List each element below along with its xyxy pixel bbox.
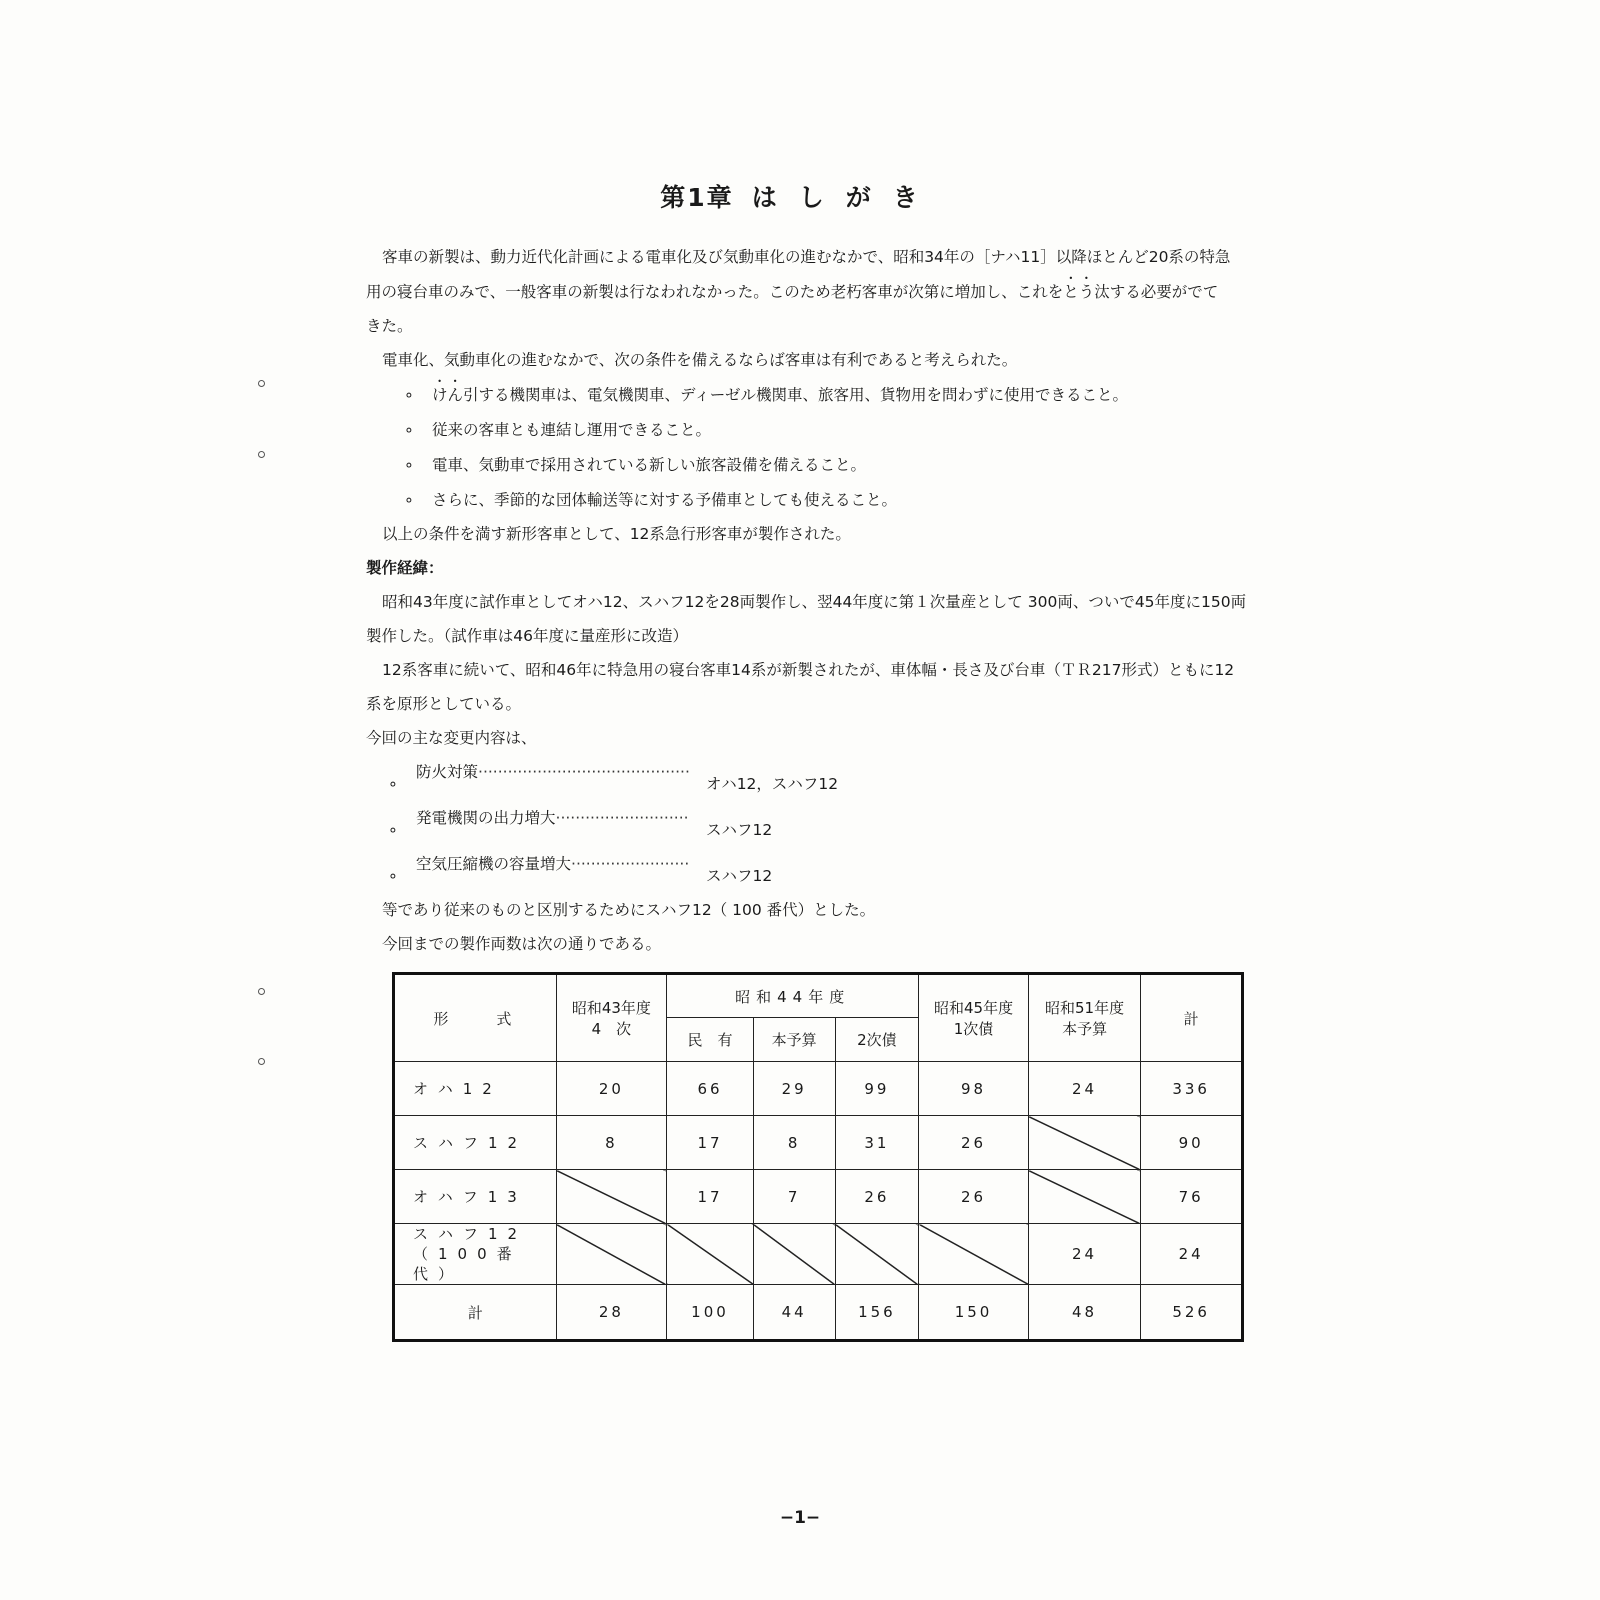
row-model-name: スハフ12 (413, 1225, 528, 1243)
cell-s51-empty (1028, 1170, 1140, 1224)
header-s44-2ji: 2次債 (835, 1018, 919, 1062)
history-line-4: 系を原形としている。 (366, 695, 522, 713)
cell-hon-empty (753, 1224, 835, 1285)
sum-total: 526 (1141, 1285, 1243, 1341)
cell-s43: 20 (556, 1062, 667, 1116)
cell-hon: 7 (753, 1170, 835, 1224)
cell-total: 24 (1141, 1224, 1243, 1285)
cell-s45: 26 (919, 1116, 1029, 1170)
conditions-lead: 電車化、気動車化の進むなかで、次の条件を備えるならば客車は有利であると考えられた。 (382, 351, 1018, 369)
changes-lead: 今回の主な変更内容は、 (366, 729, 537, 747)
cell-min: 17 (667, 1170, 754, 1224)
change-target: オハ12，スハフ12 (706, 775, 839, 793)
sum-2ji: 156 (835, 1285, 919, 1341)
condition-text: 引する機関車は、電気機関車、ディーゼル機関車、旅客用、貨物用を問わずに使用できること。 (463, 386, 1128, 404)
change-item (366, 801, 1266, 847)
sum-min: 100 (667, 1285, 754, 1341)
condition-text: 従来の客車とも連結し運用できること。 (432, 421, 712, 439)
table-row (394, 1116, 1243, 1170)
sum-s43: 28 (556, 1285, 667, 1341)
conclusion-text: 以上の条件を満す新形客車として、12系急行形客車が製作された。 (382, 525, 851, 543)
header-s43 (556, 974, 667, 1062)
sum-s51: 48 (1028, 1285, 1140, 1341)
cell-s43-empty (556, 1170, 667, 1224)
table-row (394, 1170, 1243, 1224)
header-s44: 昭和44年度 (667, 974, 919, 1018)
change-item (366, 847, 1266, 893)
header-total: 計 (1141, 974, 1243, 1062)
row-model-series: （100番代） (413, 1245, 522, 1283)
chapter-heading: はしがき (751, 183, 940, 212)
cell-s43: 8 (556, 1116, 667, 1170)
cell-s45: 26 (919, 1170, 1029, 1224)
table-row (394, 1224, 1243, 1285)
punch-hole-mark (258, 988, 265, 995)
row-model: オハフ13 (394, 1170, 557, 1224)
cell-min: 17 (667, 1116, 754, 1170)
production-table (392, 972, 1244, 1342)
changes-tail: 等であり従来のものと区別するためにスハフ12（ 100 番代）とした。 (382, 901, 876, 919)
condition-text: 電車、気動車で採用されている新しい旅客設備を備えること。 (432, 456, 867, 474)
condition-text: さらに、季節的な団体輸送等に対する予備車としても使えること。 (432, 491, 898, 509)
emphasis-text: とう (1063, 283, 1095, 301)
bullet-icon: ∘ (404, 491, 414, 509)
cell-s51-empty (1028, 1116, 1140, 1170)
condition-bullet-item (366, 412, 1266, 447)
history-line-2: 製作した。（試作車は46年度に量産形に改造） (366, 627, 688, 645)
header-s44-min: 民 有 (667, 1018, 754, 1062)
condition-bullet-item (366, 447, 1266, 482)
cell-total: 90 (1141, 1116, 1243, 1170)
cell-hon: 29 (753, 1062, 835, 1116)
cell-hon: 8 (753, 1116, 835, 1170)
cell-2ji: 26 (835, 1170, 919, 1224)
chapter-number: 第1章 (660, 183, 734, 212)
punch-hole-mark (258, 451, 265, 458)
intro-line-2-tail: 汰する必要がでて (1094, 283, 1219, 301)
bullet-icon: ∘ (388, 867, 398, 885)
intro-line-2 (366, 274, 1266, 309)
cell-s45-empty (919, 1224, 1029, 1285)
row-model (394, 1224, 557, 1285)
header-s51 (1028, 974, 1140, 1062)
change-label: 発電機関の出力増大 ····· (416, 801, 690, 835)
header-s45 (919, 974, 1029, 1062)
bullet-icon: ∘ (404, 421, 414, 439)
change-target: スハフ12 (706, 867, 773, 885)
header-s51-sub: 本予算 (1062, 1020, 1108, 1038)
row-model: スハフ12 (394, 1116, 557, 1170)
punch-hole-mark (258, 1058, 265, 1065)
changes-list (366, 755, 1266, 893)
header-s43-label: 昭和43年度 (571, 999, 651, 1017)
cell-s51: 24 (1028, 1062, 1140, 1116)
change-item (366, 755, 1266, 801)
bullet-icon: ∘ (388, 775, 398, 793)
sum-hon: 44 (753, 1285, 835, 1341)
header-s45-sub: 1次債 (953, 1020, 994, 1038)
chapter-title (0, 178, 1600, 214)
bullet-icon: ∘ (404, 386, 414, 404)
intro-line-1: 客車の新製は、動力近代化計画による電車化及び気動車化の進むなかで、昭和34年の［ナハ11］以降ほとんど20系の特急 (382, 248, 1231, 266)
header-model: 形 式 (394, 974, 557, 1062)
page-number: −1− (779, 1508, 821, 1528)
sum-s45: 150 (919, 1285, 1029, 1341)
punch-hole-mark (258, 380, 265, 387)
bullet-icon: ∘ (388, 821, 398, 839)
emphasis-text: けん (432, 386, 464, 404)
intro-line-2-text: 用の寝台車のみで、一般客車の新製は行なわれなかった。このため老朽客車が次第に増加し、これを (366, 283, 1064, 301)
body-text (366, 240, 1266, 961)
cell-s43-empty (556, 1224, 667, 1285)
cell-s45: 98 (919, 1062, 1029, 1116)
header-s44-hon: 本予算 (753, 1018, 835, 1062)
cell-min: 66 (667, 1062, 754, 1116)
cell-min-empty (667, 1224, 754, 1285)
cell-total: 76 (1141, 1170, 1243, 1224)
intro-line-3: きた。 (366, 317, 413, 335)
cell-total: 336 (1141, 1062, 1243, 1116)
row-model: オハ12 (394, 1062, 557, 1116)
table-sum-row (394, 1285, 1243, 1341)
history-line-3: 12系客車に続いて、昭和46年に特急用の寝台客車14系が新製されたが、車体幅・長さ及び台車（ＴＲ217形式）ともに12 (382, 661, 1235, 679)
header-s45-label: 昭和45年度 (933, 999, 1014, 1017)
conditions-list (366, 377, 1266, 517)
header-s51-label: 昭和51年度 (1045, 999, 1125, 1017)
change-target: スハフ12 (706, 821, 773, 839)
condition-bullet-item (366, 482, 1266, 517)
header-s43-sub: 4 次 (591, 1020, 632, 1038)
cell-2ji-empty (835, 1224, 919, 1285)
history-heading: 製作経緯： (366, 559, 444, 577)
table-row (394, 1062, 1243, 1116)
cell-2ji: 31 (835, 1116, 919, 1170)
table-lead: 今回までの製作両数は次の通りである。 (382, 935, 662, 953)
bullet-icon: ∘ (404, 456, 414, 474)
cell-s51: 24 (1028, 1224, 1140, 1285)
change-label: 防火対策 ····· (416, 755, 690, 789)
cell-2ji: 99 (835, 1062, 919, 1116)
history-line-1: 昭和43年度に試作車としてオハ12、スハフ12を28両製作し、翌44年度に第１次量産として 300両、ついで45年度に150両 (382, 593, 1247, 611)
change-label: 空気圧縮機の容量増大 ····· (416, 847, 690, 881)
table-header-row (394, 974, 1243, 1018)
sum-label: 計 (394, 1285, 557, 1341)
condition-bullet-item (366, 377, 1266, 412)
